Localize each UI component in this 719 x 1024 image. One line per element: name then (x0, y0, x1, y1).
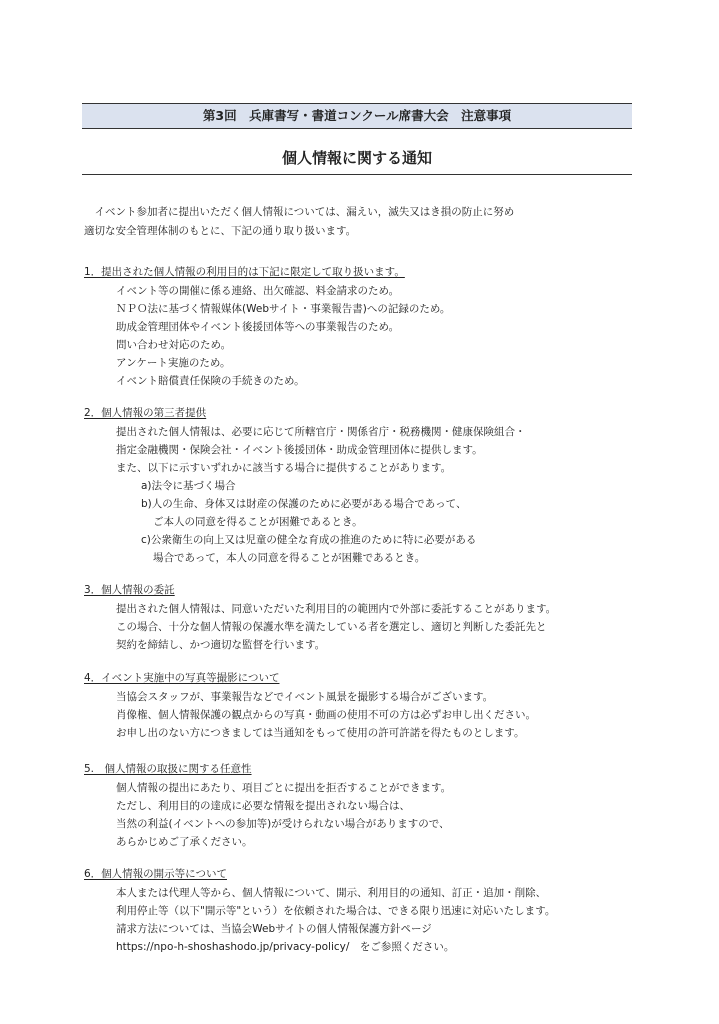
section-line: この場合、十分な個人情報の保護水準を満たしている者を選定し、適切と判断した委託先と (116, 621, 547, 633)
section-line: 個人情報の提出にあたり、項目ごとに提出を拒否することができます。 (116, 782, 452, 794)
intro-line: 適切な安全管理体制のもとに、下記の通り取り扱います。 (84, 225, 357, 237)
section-line: 契約を締結し、かつ適切な監督を行います。 (116, 639, 326, 651)
section-lines (116, 282, 684, 390)
section-heading: 6．個人情報の開示等について (84, 868, 227, 880)
section-heading: 2．個人情報の第三者提供 (84, 407, 207, 419)
intro-paragraph (84, 203, 644, 241)
section-lines (116, 423, 684, 567)
section-line: あらかじめご了承ください。 (116, 836, 253, 848)
section-line: ただし、利用目的の達成に必要な情報を提出されない場合は、 (116, 800, 410, 812)
section-disclosure (84, 865, 684, 956)
document-header: 第3回 兵庫書写・書道コンクール席書大会 注意事項 (82, 103, 632, 129)
section-line: https://npo-h-shoshashodo.jp/privacy-policy/ をご参照ください。 (116, 941, 455, 953)
section-line: 本人または代理人等から、個人情報について、開示、利用目的の通知、訂正・追加・削除、 (116, 887, 547, 899)
section-line: a)法令に基づく場合 (141, 480, 236, 492)
section-line: 当協会スタッフが、事業報告などでイベント風景を撮影する場合がございます。 (116, 691, 494, 703)
section-line: また、以下に示すいずれかに該当する場合に提供することがあります。 (116, 462, 452, 474)
section-line: 助成金管理団体やイベント後援団体等への事業報告のため。 (116, 321, 400, 333)
section-heading: 4．イベント実施中の写真等撮影について (84, 672, 280, 684)
section-line: 当然の利益(イベントへの参加等)が受けられない場合がありますので、 (116, 818, 450, 830)
title-underline (82, 174, 632, 175)
intro-line: イベント参加者に提出いただく個人情報については、漏えい，滅失又はき損の防止に努め (84, 206, 515, 218)
section-photography (84, 669, 684, 742)
section-lines (116, 600, 684, 654)
section-lines (116, 884, 684, 956)
section-heading: 3．個人情報の委託 (84, 584, 175, 596)
section-third-party (84, 404, 684, 567)
section-line: アンケート実施のため。 (116, 357, 231, 369)
section-heading: 1．提出された個人情報の利用目的は下記に限定して取り扱います。 (84, 266, 405, 278)
section-lines (116, 688, 684, 742)
section-line: 問い合わせ対応のため。 (116, 339, 232, 351)
section-line: お申し出のない方につきましては当通知をもって使用の許可許諾を得たものとします。 (116, 727, 525, 739)
section-line: 肖像権、個人情報保護の観点からの写真・動画の使用不可の方は必ずお申し出ください。 (116, 709, 536, 721)
section-line: 場合であって，本人の同意を得ることが困難であるとき。 (153, 552, 426, 564)
section-line: 提出された個人情報は、必要に応じて所轄官庁・関係省庁・税務機関・健康保険組合・ (116, 426, 526, 438)
section-line: 指定金融機関・保険会社・イベント後援団体・助成金管理団体に提供します。 (116, 444, 483, 456)
section-line: 提出された個人情報は、同意いただいた利用目的の範囲内で外部に委託することがあります。 (116, 603, 557, 615)
section-line: b)人の生命、身体又は財産の保護のために必要がある場合であって、 (141, 498, 467, 510)
section-line: 利用停止等（以下"開示等"という）を依頼された場合は、できる限り迅速に対応いたします。 (116, 905, 556, 917)
section-line: イベント等の開催に係る連絡、出欠確認、料金請求のため。 (116, 285, 400, 297)
section-lines (116, 779, 684, 851)
section-line: 請求方法については、当協会Webサイトの個人情報保護方針ページ (116, 923, 432, 935)
section-purpose (84, 263, 684, 390)
section-line: ご本人の同意を得ることが困難であるとき。 (153, 516, 363, 528)
section-heading: 5. 個人情報の取扱に関する任意性 (84, 763, 252, 775)
section-voluntariness (84, 760, 684, 851)
page-title: 個人情報に関する通知 (281, 149, 432, 167)
section-line: ＮＰＯ法に基づく情報媒体(Webサイト・事業報告書)への記録のため。 (116, 303, 451, 315)
section-line: イベント賠償責任保険の手続きのため。 (116, 375, 305, 387)
section-outsourcing (84, 581, 684, 654)
section-line: c)公衆衛生の向上又は児童の健全な育成の推進のために特に必要がある (141, 534, 477, 546)
